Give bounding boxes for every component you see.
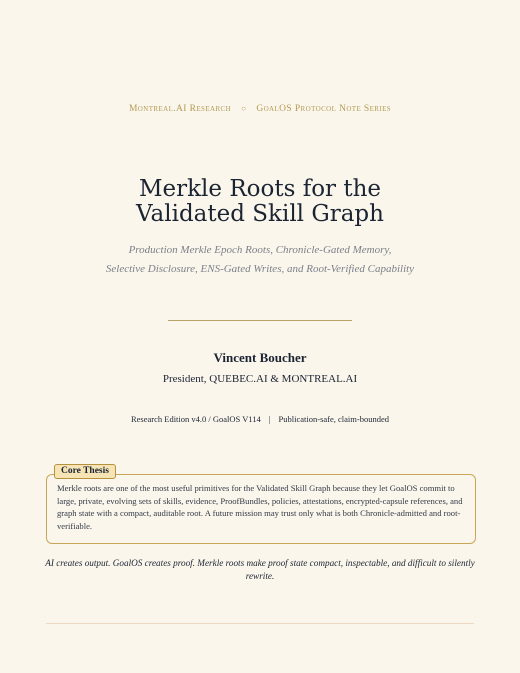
edition-status: Publication-safe, claim-bounded	[278, 414, 390, 424]
series-name: GoalOS Protocol Note Series	[256, 104, 392, 114]
org-name: Montreal.AI Research	[128, 104, 232, 114]
series-header	[0, 104, 520, 114]
edition-version: Research Edition v4.0 / GoalOS V114	[130, 414, 261, 424]
edition-line	[0, 414, 520, 424]
core-thesis-box	[46, 474, 476, 544]
author-name: Vincent Boucher	[213, 350, 307, 365]
core-thesis-text: Merkle roots are one of the most useful primitives for the Validated Skill Graph because they let GoalOS commit to large, private, evolving sets of skills, evidence, ProofBundles, policies, attestations, encrypted-capsule references, and graph state with a compact, auditable root. A future mission may trust only what is both Chronicle-admitted and root-verifiable.	[57, 483, 463, 532]
page-subtitle	[0, 241, 520, 279]
author-affiliation: President, QUEBEC.AI & MONTREAL.AI	[162, 373, 358, 385]
subtitle-line-1: Production Merkle Epoch Roots, Chronicle-Gated Memory,	[128, 244, 392, 256]
edition-pipe: |	[268, 414, 271, 424]
tagline: AI creates output. GoalOS creates proof. Merkle roots make proof state compact, inspectable, and difficult to silently rewrite.	[45, 558, 475, 581]
title-line-2: Validated Skill Graph	[136, 201, 384, 227]
core-thesis-label: Core Thesis	[54, 464, 116, 479]
footer-divider	[46, 623, 474, 624]
subtitle-line-2: Selective Disclosure, ENS-Gated Writes, and Root-Verified Capability	[105, 263, 415, 275]
title-divider	[168, 320, 352, 321]
separator-circle-icon: ○	[241, 104, 247, 113]
page-title	[0, 177, 520, 227]
title-line-1: Merkle Roots for the	[138, 176, 382, 202]
